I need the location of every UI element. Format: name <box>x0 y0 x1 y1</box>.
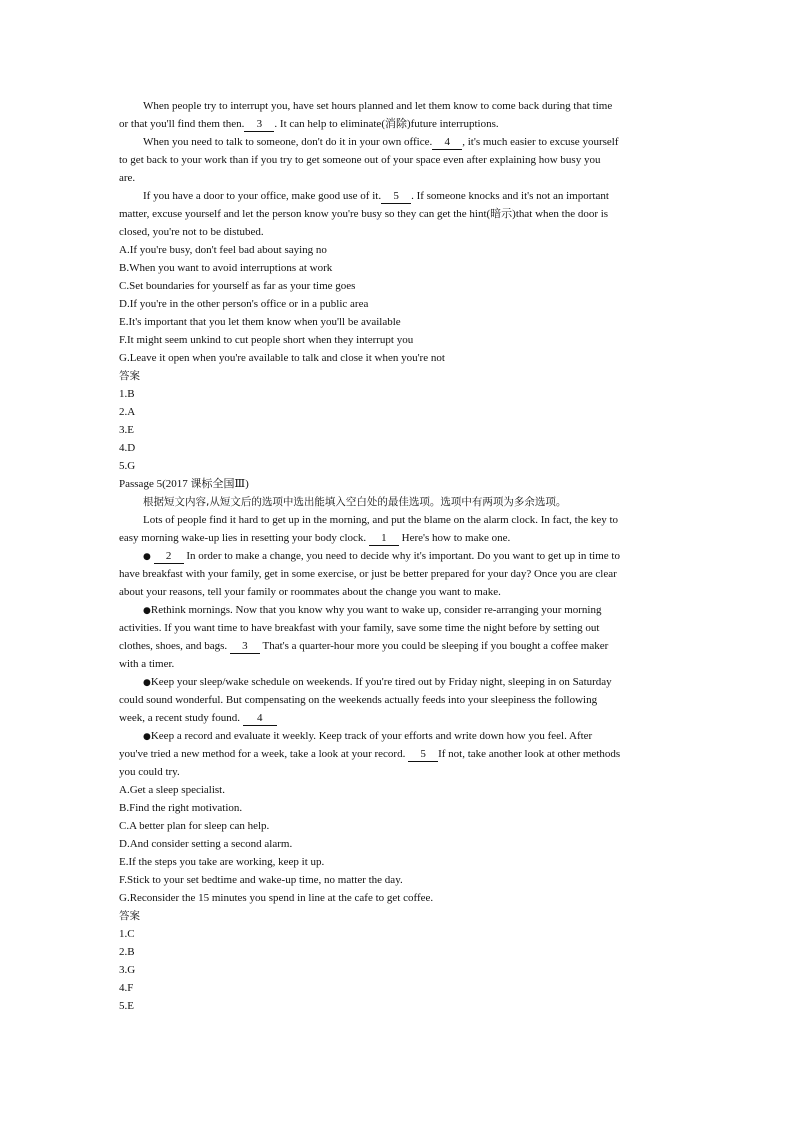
passage4-paragraph5-line1 <box>119 187 679 205</box>
passage4-paragraph3-line2 <box>119 115 679 133</box>
document-page <box>119 97 679 1015</box>
passage4-paragraph5-line2 <box>119 205 679 223</box>
passage5-option-f: F.Stick to your set bedtime and wake-up time, no matter the day. <box>119 874 403 886</box>
text: clothes, shoes, and bags. <box>119 640 228 652</box>
passage5-option-g: G.Reconsider the 15 minutes you spend in line at the cafe to get coffee. <box>119 892 434 904</box>
text: In order to make a change, you need to decide why it's important. Do you want to get up in time to <box>186 550 620 562</box>
text: week, a recent study found. <box>119 712 240 724</box>
passage5-paragraph5-line1 <box>119 727 679 745</box>
passage4-paragraph5-line3 <box>119 223 679 241</box>
text: could sound wonderful. But compensating on the weekends actually feeds into your sleepiness the following <box>119 694 598 706</box>
passage5-answer-4: 4.F <box>119 982 134 994</box>
passage4-answer-4: 4.D <box>119 442 136 454</box>
passage5-option-c: C.A better plan for sleep can help. <box>119 820 270 832</box>
passage5-paragraph3-line2 <box>119 619 679 637</box>
passage4-option-e: E.It's important that you let them know when you'll be available <box>119 316 401 328</box>
passage4-paragraph4-line1 <box>119 133 679 151</box>
text: you could try. <box>119 766 180 778</box>
passage5-paragraph1-line1 <box>119 511 679 529</box>
passage5-answer-2: 2.B <box>119 946 135 958</box>
blank-2: 2 <box>154 549 184 564</box>
passage4-option-b: B.When you want to avoid interruptions at work <box>119 262 333 274</box>
passage4-answer-5: 5.G <box>119 460 136 472</box>
passage5-paragraph2-line1 <box>119 547 679 565</box>
passage4-paragraph4-line3 <box>119 169 679 187</box>
text: , it's much easier to excuse yourself <box>462 136 619 148</box>
passage4-option-f: F.It might seem unkind to cut people short when they interrupt you <box>119 334 414 346</box>
text: with a timer. <box>119 658 175 670</box>
text: are. <box>119 172 136 184</box>
text: . If someone knocks and it's not an important <box>411 190 609 202</box>
text: have breakfast with your family, get in some exercise, or just be better prepared for your day? Once you are clear <box>119 568 617 580</box>
blank-3: 3 <box>230 639 260 654</box>
passage5-option-d: D.And consider setting a second alarm. <box>119 838 293 850</box>
text: Keep a record and evaluate it weekly. Keep track of your efforts and write down how you feel. After <box>150 730 593 742</box>
text: Rethink mornings. Now that you know why you want to wake up, consider re-arranging your morning <box>150 604 602 616</box>
passage4-answer-3: 3.E <box>119 424 134 436</box>
text: or that you'll find them then. <box>119 118 245 130</box>
passage5-option-a: A.Get a sleep specialist. <box>119 784 225 796</box>
passage5-paragraph4-line3 <box>119 709 679 727</box>
passage5-heading: Passage 5(2017 课标全国Ⅲ) <box>119 478 249 490</box>
passage4-option-g: G.Leave it open when you're available to talk and close it when you're not <box>119 352 445 364</box>
text: matter, excuse yourself and let the person know you're busy so they can get the hint(暗示)that when the door is <box>119 208 609 220</box>
bullet-icon: ● <box>143 678 151 688</box>
passage5-paragraph5-line3 <box>119 763 679 781</box>
passage4-option-d: D.If you're in the other person's office or in a public area <box>119 298 369 310</box>
blank-3: 3 <box>244 117 274 132</box>
passage4-answer-2: 2.A <box>119 406 136 418</box>
passage4-paragraph4-line2 <box>119 151 679 169</box>
passage5-paragraph3-line3 <box>119 637 679 655</box>
blank-5: 5 <box>381 189 411 204</box>
passage5-paragraph4-line1 <box>119 673 679 691</box>
passage5-paragraph4-line2 <box>119 691 679 709</box>
passage5-paragraph5-line2 <box>119 745 679 763</box>
passage5-option-e: E.If the steps you take are working, keep it up. <box>119 856 325 868</box>
text: to get back to your work than if you try to get someone out of your space even after explaining how busy you <box>119 154 601 166</box>
text: about your reasons, tell your family or roommates about the change you want to make. <box>119 586 501 598</box>
blank-1: 1 <box>369 531 399 546</box>
passage4-paragraph3-line1 <box>119 97 679 115</box>
text: When people try to interrupt you, have set hours planned and let them know to come back during that time <box>143 100 613 112</box>
text: When you need to talk to someone, don't do it in your own office. <box>143 136 433 148</box>
passage5-paragraph2-line3 <box>119 583 679 601</box>
text: Keep your sleep/wake schedule on weekends. If you're tired out by Friday night, sleeping in on Saturday <box>150 676 612 688</box>
text: easy morning wake-up lies in resetting your body clock. <box>119 532 367 544</box>
passage5-paragraph3-line4 <box>119 655 679 673</box>
text: activities. If you want time to have breakfast with your family, save some time the night before by setting out <box>119 622 600 634</box>
passage5-paragraph2-line2 <box>119 565 679 583</box>
passage4-option-a: A.If you're busy, don't feel bad about saying no <box>119 244 327 256</box>
passage4-answer-label: 答案 <box>119 370 140 382</box>
text: you've tried a new method for a week, take a look at your record. <box>119 748 406 760</box>
passage4-option-c: C.Set boundaries for yourself as far as your time goes <box>119 280 356 292</box>
text: If not, take another look at other methods <box>438 748 621 760</box>
blank-4: 4 <box>432 135 462 150</box>
passage5-option-b: B.Find the right motivation. <box>119 802 243 814</box>
passage4-answer-1: 1.B <box>119 388 135 400</box>
bullet-icon: ● <box>143 732 151 742</box>
text: Lots of people find it hard to get up in the morning, and put the blame on the alarm clock. In fact, the key to <box>143 514 619 526</box>
passage5-paragraph3-line1 <box>119 601 679 619</box>
bullet-icon: ● <box>143 552 151 562</box>
passage5-answer-1: 1.C <box>119 928 135 940</box>
text: If you have a door to your office, make good use of it. <box>143 190 382 202</box>
passage5-paragraph1-line2 <box>119 529 679 547</box>
text: . It can help to eliminate(消除)future interruptions. <box>274 118 499 130</box>
text: That's a quarter-hour more you could be sleeping if you bought a coffee maker <box>262 640 609 652</box>
passage5-answer-5: 5.E <box>119 1000 134 1012</box>
passage5-instruction: 根据短文内容,从短文后的选项中选出能填入空白处的最佳选项。选项中有两项为多余选项。 <box>143 496 567 508</box>
blank-4: 4 <box>243 711 277 726</box>
text: Here's how to make one. <box>401 532 511 544</box>
passage5-answer-label: 答案 <box>119 910 140 922</box>
passage5-answer-3: 3.G <box>119 964 136 976</box>
bullet-icon: ● <box>143 606 151 616</box>
text: closed, you're not to be distubed. <box>119 226 264 238</box>
blank-5: 5 <box>408 747 438 762</box>
